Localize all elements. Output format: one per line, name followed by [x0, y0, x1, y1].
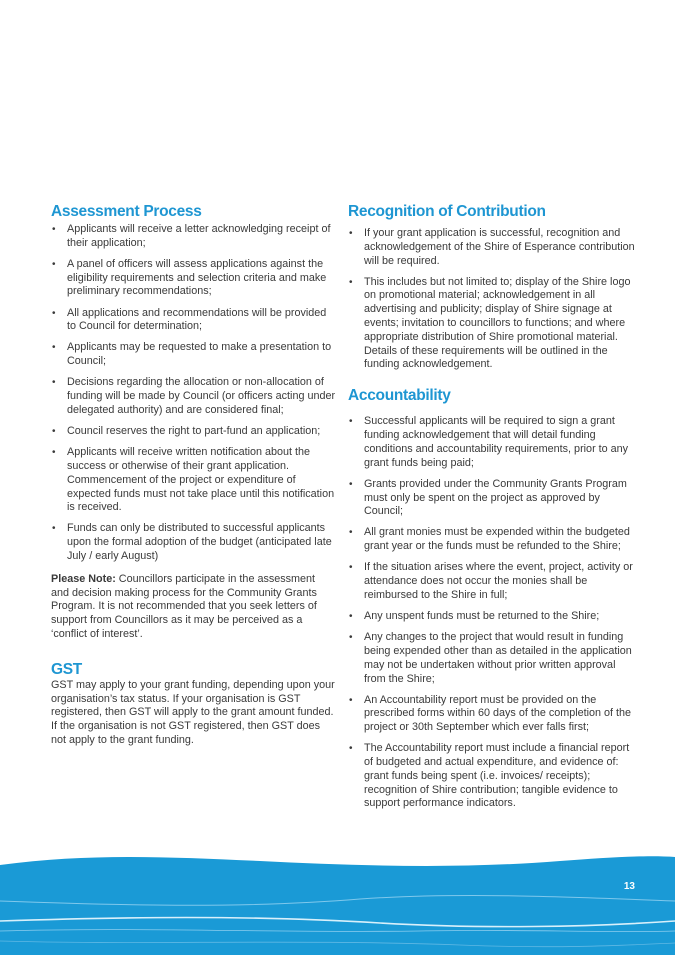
footer-wave-banner: [0, 835, 675, 955]
please-note-paragraph: [51, 573, 336, 642]
right-column: [348, 203, 636, 819]
list-item: • Any changes to the project that would result in funding being expended other than as detailed in the application may not be undertaken without prior written approval from the Shire;: [348, 631, 636, 686]
list-item: • Applicants will receive a letter acknowledging receipt of their application;: [51, 223, 336, 251]
list-item: • An Accountability report must be provided on the prescribed forms within 60 days of the completion of the project or 30th September which ever falls first;: [348, 694, 636, 735]
list-item: • Any unspent funds must be returned to the Shire;: [348, 610, 636, 624]
please-note-text: Councillors participate in the assessment and decision making process for the Community Grants Program. It is not recommended that you seek letters of support from Councillors as it may be perceived as a ‘conflict of interest’.: [51, 572, 317, 640]
list-item: • Successful applicants will be required to sign a grant funding acknowledgement that will detail funding conditions and accountability requirements, prior to any grant funds being paid;: [348, 415, 636, 470]
gst-heading: GST: [51, 660, 82, 678]
please-note-label: Please Note:: [51, 572, 116, 585]
list-item: • Applicants may be requested to make a presentation to Council;: [51, 341, 336, 369]
accountability-heading: Accountability: [348, 387, 451, 405]
gst-paragraph: GST may apply to your grant funding, depending upon your organisation’s tax status. If your organisation is GST registered, then GST will apply to the grant amount funded. If the organisation is not GST registered, then GST does not apply to the grant funding.: [51, 678, 335, 746]
list-item: • Funds can only be distributed to successful applicants upon the formal adoption of the budget (anticipated late July / early August): [51, 522, 336, 563]
list-item: • If your grant application is successful, recognition and acknowledgement of the Shire of Esperance contribution will be required.: [348, 227, 636, 268]
recognition-list: [348, 227, 636, 372]
assessment-list: [51, 223, 336, 564]
list-item: • Grants provided under the Community Grants Program must only be spent on the project as approved by Council;: [348, 478, 636, 519]
list-item: • This includes but not limited to; display of the Shire logo on promotional material; acknowledgement in all advertising and publicity; display of Shire signage at events; invitation to councillors to functions; and where appropriate distribution of Shire promotional material. Details of these requirements will be outlined in the funding acknowledgement.: [348, 276, 636, 373]
list-item: • All grant monies must be expended within the budgeted grant year or the funds must be refunded to the Shire;: [348, 526, 636, 554]
list-item: • All applications and recommendations will be provided to Council for determination;: [51, 307, 336, 335]
list-item: • Decisions regarding the allocation or non-allocation of funding will be made by Council (or officers acting under delegated authority) and are considered final;: [51, 376, 336, 417]
list-item: • The Accountability report must include a financial report of budgeted and actual expenditure, and evidence of: grant funds being spent (i.e. invoices/ receipts); recognition of Shire contribution; tangible evidence to support performance indicators.: [348, 742, 636, 811]
accountability-list: [348, 415, 636, 811]
assessment-heading: Assessment Process: [51, 203, 202, 220]
list-item: • If the situation arises where the event, project, activity or attendance does not occur the monies shall be reimbursed to the Shire in full;: [348, 561, 636, 602]
list-item: • Applicants will receive written notification about the success or otherwise of their grant application. Commencement of the project or expenditure of expected funds must not take place until this notification is received.: [51, 446, 336, 515]
list-item: • A panel of officers will assess applications against the eligibility requirements and selection criteria and make preliminary recommendations;: [51, 258, 336, 299]
page-number: 13: [623, 881, 635, 892]
recognition-heading: Recognition of Contribution: [348, 203, 546, 220]
left-column: [51, 203, 336, 748]
list-item: • Council reserves the right to part-fund an application;: [51, 425, 336, 439]
